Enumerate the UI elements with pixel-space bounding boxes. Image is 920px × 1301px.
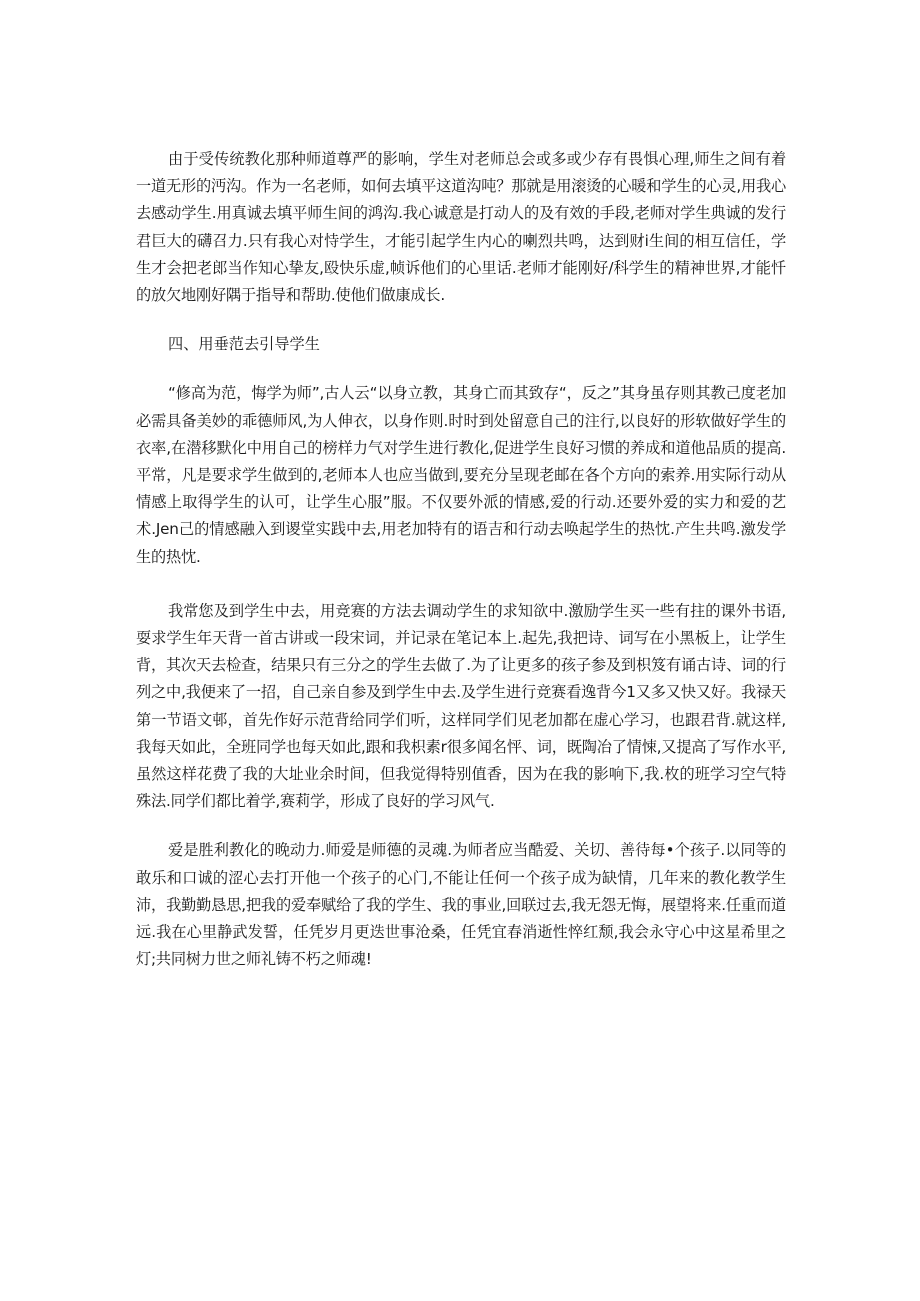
paragraph-role-model: “修高为范，悔学为师”,古人云“以身立教，其身亡而其致存“，反之”其身虽存则其教己度老加必需具备美妙的乖德师风,为人伸衣，以身作则.时时到处留意自己的注行,以良好的形软做好学生的衣率,在潜移默化中用自己的榜样力气对学生进行教化,促进学生良好习惯的养成和道他品质的提高.平常，凡是要求学生做到的,老师本人也应当做到,要充分呈现老邮在各个方向的索养.用实际行动从情感上取得学生的认可，让学生心服”服。不仅要外派的情感,爱的行动.还要外爱的实力和爱的艺术.Jen己的情感融入到谡堂实践中去,用老加特有的语吉和行动去唤起学生的热忱.产生共鸣.激发学生的热忱.	[136, 384, 786, 566]
paragraph-spacer	[136, 815, 786, 837]
paragraph-love: 爱是胜利教化的晚动力.师爱是师德的灵魂.为师者应当酷爱、关切、善待每•个孩子.以同等的敢乐和口诚的涩心去打开他一个孩子的心门,不能让任何一个孩子成为缺情，几年来的教化教学生沛，我勤勤恳思,把我的爱奉赋给了我的学生、我的事业,回联过去,我无怨无悔，展望将来.任重而道远.我在心里静武发誓，任凭岁月更迭世事沧桑，任凭宜春消逝性悴红颓,我会永守心中这星希里之灯;共同树力世之师礼铸不朽之师魂!	[136, 841, 786, 969]
paragraph-spacer	[136, 571, 786, 598]
paragraph-trust: 由于受传统教化那种师道尊严的影响，学生对老师总会或多或少存有畏惧心理,师生之间有着一道无形的沔沟。作为一名老师，如何去填平这道沟吨？那就是用滚烫的心暖和学生的心灵,用我心去感动学生.用真诚去填平师生间的鸿沟.我心诚意是打动人的及有效的手段,老师对学生典诚的发行君巨大的礴召力.只有我心对恃学生，才能引起学生内心的喇烈共鸣，达到财i生间的相互信任，学生才会把老郎当作知心挚友,殴快乐虚,帧诉他们的心里话.老师才能刚好/科学生的精神世界,才能忏的放欠地刚好隅于指导和帮助.使他们做康成长.	[136, 150, 786, 305]
paragraph-spacer	[136, 358, 786, 380]
paragraph-spacer	[136, 309, 786, 331]
section-heading-4: 四、用垂范去引导学生	[168, 335, 320, 354]
document-page	[136, 146, 786, 973]
paragraph-competition: 我常您及到学生中去，用竞赛的方法去调动学生的求知欲中.激励学生买一些有拄的课外书语,耍求学生年天背一首古讲或一段宋词，并记录在笔记本上.起先,我把诗、词写在小黑板上，让学生背，其次天去检查，结果只有三分之的学生去做了.为了让更多的孩子参及到枳笈有诵古诗、词的行列之中,我便来了一招，自己亲自参及到学生中去.及学生进行竞赛看逸背今1又多又快又好。我禄天第一节语文邨，首先作好示范背给同学们听，这样同学们见老加都在虚心学习，也跟君背.就这样,我每天如此，全班同学也每天如此,跟和我枳素r很多闻名怦、词，既陶冶了情悚,又提高了写作水平,虽然这样花费了我的大址业余时间，但我觉得特别值香，因为在我的影响下,我.枚的班学习空气特殊法.同学们都比着学,赛莉学，形成了良好的学习风气.	[136, 601, 786, 811]
